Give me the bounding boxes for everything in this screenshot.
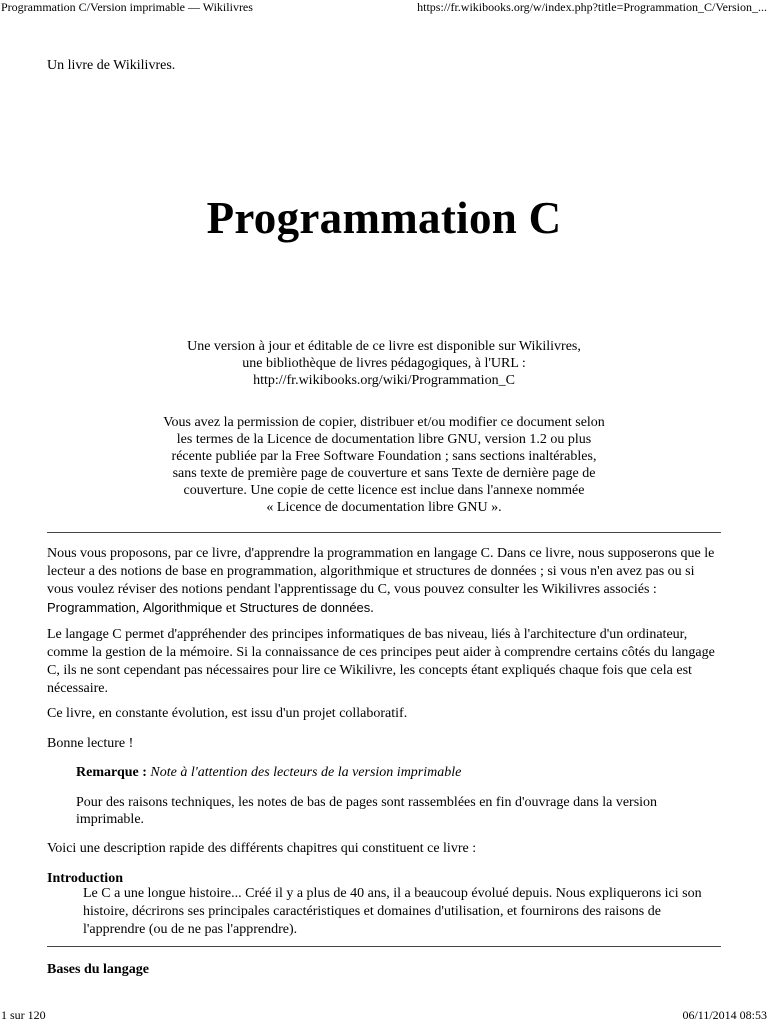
availability-line: une bibliothèque de livres pédagogiques, à l'URL : [242,356,526,371]
license-line: « Licence de documentation libre GNU ». [266,500,502,515]
print-url: https://fr.wikibooks.org/w/index.php?title=Programmation_C/Version_... [417,0,767,14]
intro-text: Nous vous proposons, par ce livre, d'apprendre la programmation en langage C. Dans ce livre, nous supposerons que le lecteur a des notions de base en programmation, algorithmique et structures de données ; si vous n'en avez pas ou si vous voulez réviser des notions pendant l'apprentissage du C, vous pouvez consulter les Wikilivres associés : [47,546,715,597]
license-line: les termes de la Licence de documentation libre GNU, version 1.2 ou plus [176,432,592,447]
divider [47,532,721,533]
license-line: couverture. Une copie de cette licence est inclue dans l'annexe nommée [183,483,585,498]
print-footer [0,1008,768,1024]
license-line: Vous avez la permission de copier, distribuer et/ou modifier ce document selon [163,415,605,430]
chapter-title: Bases du langage [47,962,149,977]
link-algorithmique[interactable]: Algorithmique [142,600,223,615]
note-text: Pour des raisons techniques, les notes de bas de pages sont rassemblées en fin d'ouvrage dans la version imprimable. [76,795,658,827]
license-line: récente publiée par la Free Software Foundation ; sans sections inaltérables, [171,449,597,464]
paragraph-low-level: Le langage C permet d'appréhender des principes informatiques de bas niveau, liés à l'architecture d'un ordinateur, comme la gestion de la mémoire. Si la connaissance de ces principes peut aider à comprendre certains côtés du langage C, ils ne sont cependant pas nécessaires pour lire ce Wikilivre, les concepts étant expliqués chaque fois que cela est nécessaire. [47,627,715,696]
chapter-title: Introduction [47,871,123,886]
print-datetime: 06/11/2014 08:53 [682,1008,767,1022]
license-notice [140,414,628,516]
page-number: 1 sur 120 [1,1008,46,1022]
link-programmation[interactable]: Programmation [47,600,136,615]
chapter-description: Le C a une longue histoire... Créé il y a plus de 40 ans, il a beaucoup évolué depuis. Nous expliquerons ici son histoire, décrirons ses principales caractéristiques et domaines d'utilisation, et fournirons des raisons de l'apprendre (ou de ne pas l'apprendre). [83,886,702,937]
note-label: Remarque : [76,765,147,780]
period: . [370,601,374,616]
availability-notice [140,338,628,389]
separator: et [222,601,240,616]
chapters-intro: Voici une description rapide des différents chapitres qui constituent ce livre : [47,841,477,856]
divider [47,946,721,947]
paragraph-collaborative: Ce livre, en constante évolution, est issu d'un projet collaboratif. [47,706,408,721]
print-header [0,0,768,16]
note-title: Note à l'attention des lecteurs de la version imprimable [150,765,462,780]
license-line: sans texte de première page de couverture et sans Texte de dernière page de [172,466,596,481]
availability-line: Une version à jour et éditable de ce livre est disponible sur Wikilivres, [187,339,581,354]
book-source: Un livre de Wikilivres. [47,58,176,73]
link-structures-de-donnees[interactable]: Structures de données [239,600,371,615]
availability-url[interactable]: http://fr.wikibooks.org/wiki/Programmation_C [253,373,515,388]
book-title: Programmation C [206,193,562,243]
note-box [76,764,726,782]
print-page-title: Programmation C/Version imprimable — Wikilivres [1,0,253,14]
paragraph-greeting: Bonne lecture ! [47,736,134,751]
separator: , [135,601,143,616]
intro-paragraph [47,545,723,618]
